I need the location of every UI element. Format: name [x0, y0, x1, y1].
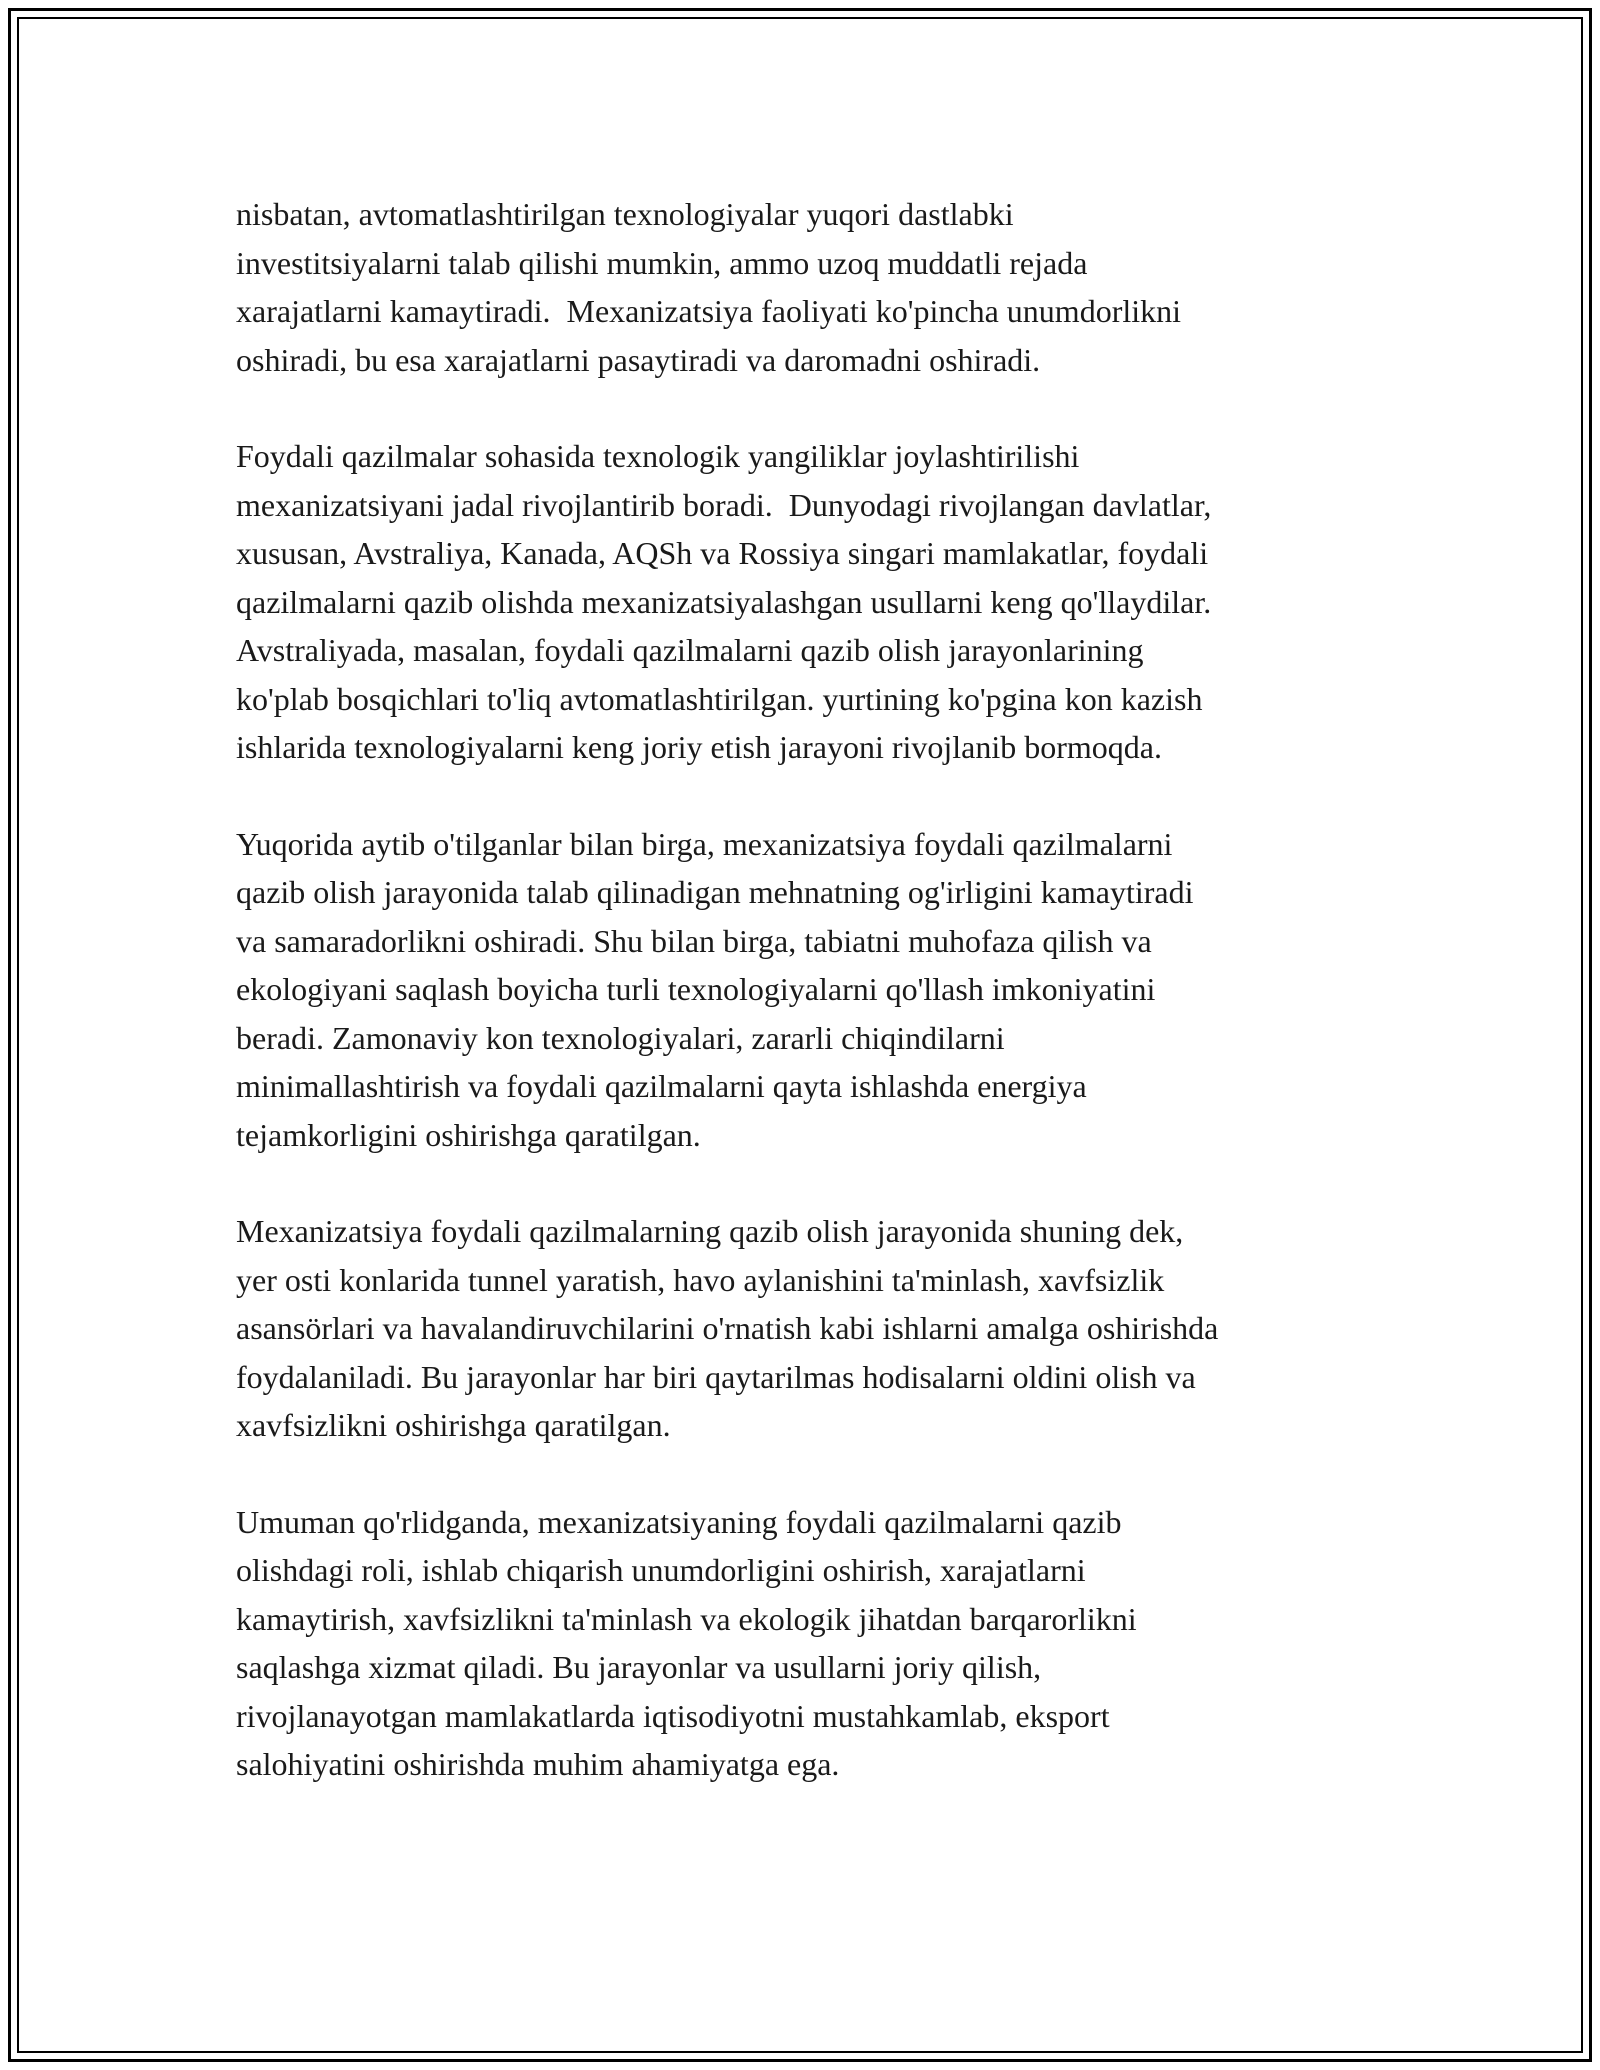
text-line: olishdagi roli, ishlab chiqarish unumdorligini oshirish, xarajatlarni — [236, 1552, 1086, 1588]
text-line: ishlarida texnologiyalarni keng joriy etish jarayoni rivojlanib bormoqda. — [236, 729, 1162, 765]
text-line: Mexanizatsiya foydali qazilmalarning qazib olish jarayonida shuning dek, — [236, 1213, 1184, 1249]
text-line: oshiradi, bu esa xarajatlarni pasaytiradi va daromadni oshiradi. — [236, 341, 1041, 378]
text-line: qazilmalarni qazib olishda mexanizatsiyalashgan usullarni keng qo'llaydilar. — [236, 583, 1212, 620]
text-line: ko'plab bosqichlari to'liq avtomatlashtirilgan. yurtining ko'pgina kon kazish — [236, 680, 1203, 717]
text-line: xavfsizlikni oshirishga qaratilgan. — [236, 1407, 671, 1443]
paragraph-5 — [236, 1498, 1396, 1789]
text-line: saqlashga xizmat qiladi. Bu jarayonlar va usullarni joriy qilish, — [236, 1649, 1042, 1685]
text-line: Umuman qo'rlidganda, mexanizatsiyaning foydali qazilmalarni qazib — [236, 1503, 1122, 1540]
text-line: va samaradorlikni oshiradi. Shu bilan birga, tabiatni muhofaza qilish va — [236, 922, 1152, 959]
text-line: asansörlari va havalandiruvchilarini o'rnatish kabi ishlarni amalga oshirishda — [236, 1310, 1219, 1346]
document-body — [236, 190, 1396, 1837]
text-line: qazib olish jarayonida talab qilinadigan mehnatning og'irligini kamaytiradi — [236, 874, 1194, 910]
text-line: rivojlanayotgan mamlakatlarda iqtisodiyotni mustahkamlab, eksport — [236, 1697, 1110, 1734]
text-line: mexanizatsiyani jadal rivojlantirib boradi. Dunyodagi rivojlangan davlatlar, — [236, 486, 1212, 523]
text-line: xususan, Avstraliya, Kanada, AQSh va Rossiya singari mamlakatlar, foydali — [236, 535, 1209, 571]
text-line: xarajatlarni kamaytiradi. Mexanizatsiya faoliyati ko'pincha unumdorlikni — [236, 293, 1182, 329]
text-line: tejamkorligini oshirishga qaratilgan. — [236, 1116, 701, 1153]
text-line: kamaytirish, xavfsizlikni ta'minlash va ekologik jihatdan barqarorlikni — [236, 1600, 1137, 1637]
text-line: salohiyatini oshirishda muhim ahamiyatga ega. — [236, 1746, 840, 1782]
text-line: foydalaniladi. Bu jarayonlar har biri qaytarilmas hodisalarni oldini olish va — [236, 1358, 1196, 1395]
text-line: minimallashtirish va foydali qazilmalarni qayta ishlashda energiya — [236, 1068, 1087, 1104]
text-line: Foydali qazilmalar sohasida texnologik yangiliklar joylashtirilishi — [236, 438, 1080, 474]
text-line: ekologiyani saqlash boyicha turli texnologiyalarni qo'llash imkoniyatini — [236, 971, 1156, 1007]
paragraph-2 — [236, 432, 1396, 772]
text-line: nisbatan, avtomatlashtirilgan texnologiyalar yuqori dastlabki — [236, 196, 1014, 232]
paragraph-3 — [236, 820, 1396, 1160]
paragraph-1 — [236, 190, 1396, 384]
text-line: yer osti konlarida tunnel yaratish, havo aylanishini ta'minlash, xavfsizlik — [236, 1261, 1165, 1298]
text-line: Avstraliyada, masalan, foydali qazilmalarni qazib olish jarayonlarining — [236, 632, 1144, 668]
paragraph-4 — [236, 1207, 1396, 1450]
text-line: investitsiyalarni talab qilishi mumkin, ammo uzoq muddatli rejada — [236, 244, 1088, 281]
text-line: Yuqorida aytib o'tilganlar bilan birga, mexanizatsiya foydali qazilmalarni — [236, 825, 1173, 862]
text-line: beradi. Zamonaviy kon texnologiyalari, zararli chiqindilarni — [236, 1019, 1005, 1056]
